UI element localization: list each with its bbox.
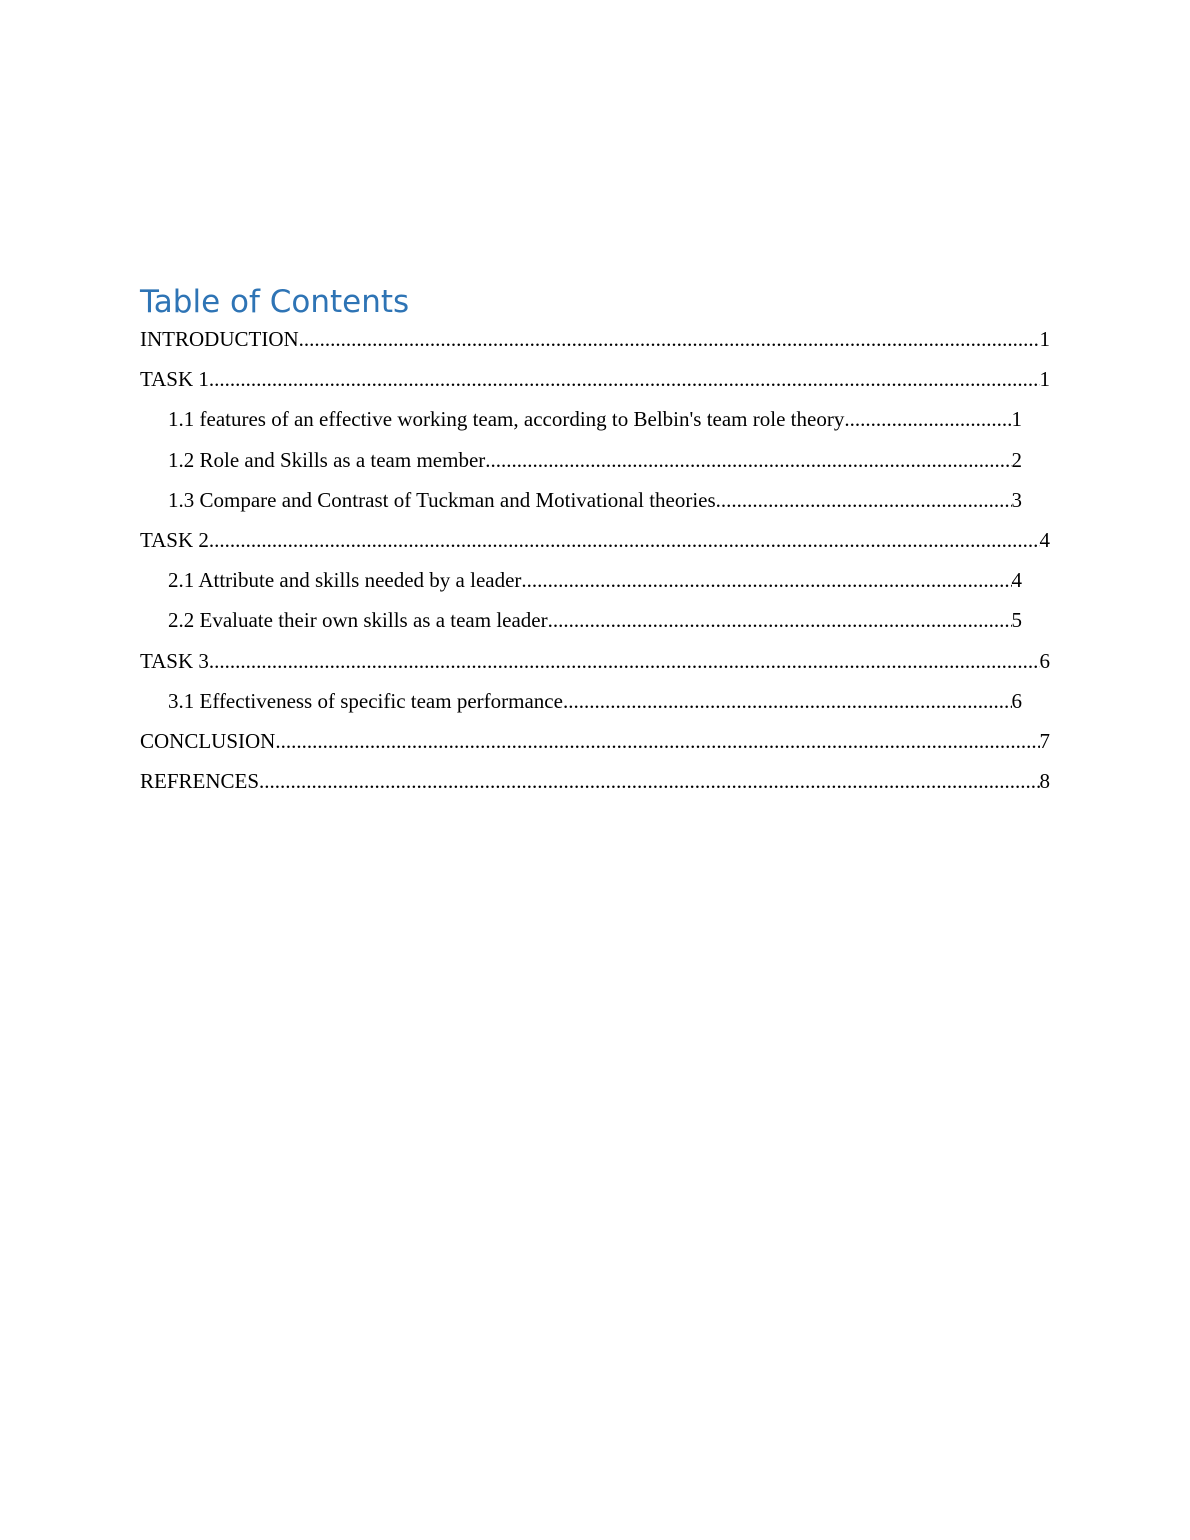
toc-dot-leader: [299, 322, 1040, 356]
toc-entry-label: REFRENCES: [140, 769, 260, 794]
toc-dot-leader: [209, 362, 1040, 396]
toc-entry-page: 5: [1011, 608, 1022, 633]
toc-entry-task-3[interactable]: [140, 644, 1050, 684]
toc-entry-page: 7: [1039, 728, 1050, 753]
toc-entry-label: INTRODUCTION: [140, 327, 299, 351]
toc-entry-page: 1: [1039, 367, 1050, 392]
toc-dot-leader: [209, 644, 1040, 678]
toc-list: [140, 322, 1050, 804]
toc-entry-2-2[interactable]: [168, 603, 1022, 643]
toc-entry-page: 4: [1011, 568, 1022, 593]
toc-entry-2-1[interactable]: [168, 563, 1022, 603]
toc-entry-1-2[interactable]: [168, 443, 1022, 483]
toc-entry-1-1[interactable]: [168, 402, 1022, 442]
toc-dot-leader: [209, 523, 1040, 557]
toc-heading: Table of Contents: [140, 284, 410, 320]
toc-entry-refrences[interactable]: [140, 764, 1050, 804]
toc-entry-label: 1.3 Compare and Contrast of Tuckman and Motivational theories: [168, 487, 716, 512]
toc-entry-label: CONCLUSION: [140, 728, 276, 753]
toc-entry-page: 1: [1039, 327, 1050, 351]
toc-entry-label: TASK 1: [140, 367, 209, 392]
toc-dot-leader: [259, 764, 1039, 798]
toc-entry-label: TASK 2: [140, 527, 209, 552]
toc-entry-page: 3: [1011, 487, 1022, 512]
toc-dot-leader: [521, 563, 1011, 597]
toc-entry-label: 2.1 Attribute and skills needed by a leader: [168, 568, 522, 593]
toc-dot-leader: [485, 443, 1011, 477]
toc-entry-page: 4: [1039, 527, 1050, 552]
toc-entry-page: 6: [1011, 688, 1022, 713]
toc-entry-task-2[interactable]: [140, 523, 1050, 563]
toc-entry-label: 3.1 Effectiveness of specific team performance: [168, 688, 563, 713]
toc-entry-page: 2: [1011, 447, 1022, 472]
toc-entry-3-1[interactable]: [168, 684, 1022, 724]
toc-entry-1-3[interactable]: [168, 483, 1022, 523]
toc-entry-label: 1.2 Role and Skills as a team member: [168, 447, 486, 472]
toc-entry-conclusion[interactable]: [140, 724, 1050, 764]
toc-dot-leader: [548, 603, 1012, 637]
toc-dot-leader: [844, 402, 1011, 436]
toc-dot-leader: [563, 684, 1012, 718]
toc-entry-task-1[interactable]: [140, 362, 1050, 402]
toc-entry-page: 8: [1039, 769, 1050, 794]
toc-entry-page: 1: [1011, 407, 1022, 432]
toc-entry-label: 1.1 features of an effective working team, according to Belbin's team role theory: [168, 407, 845, 432]
toc-dot-leader: [716, 483, 1012, 517]
toc-entry-label: 2.2 Evaluate their own skills as a team leader: [168, 608, 548, 633]
toc-entry-introduction[interactable]: [140, 322, 1050, 362]
toc-dot-leader: [275, 724, 1039, 758]
toc-entry-page: 6: [1039, 648, 1050, 673]
toc-entry-label: TASK 3: [140, 648, 209, 673]
